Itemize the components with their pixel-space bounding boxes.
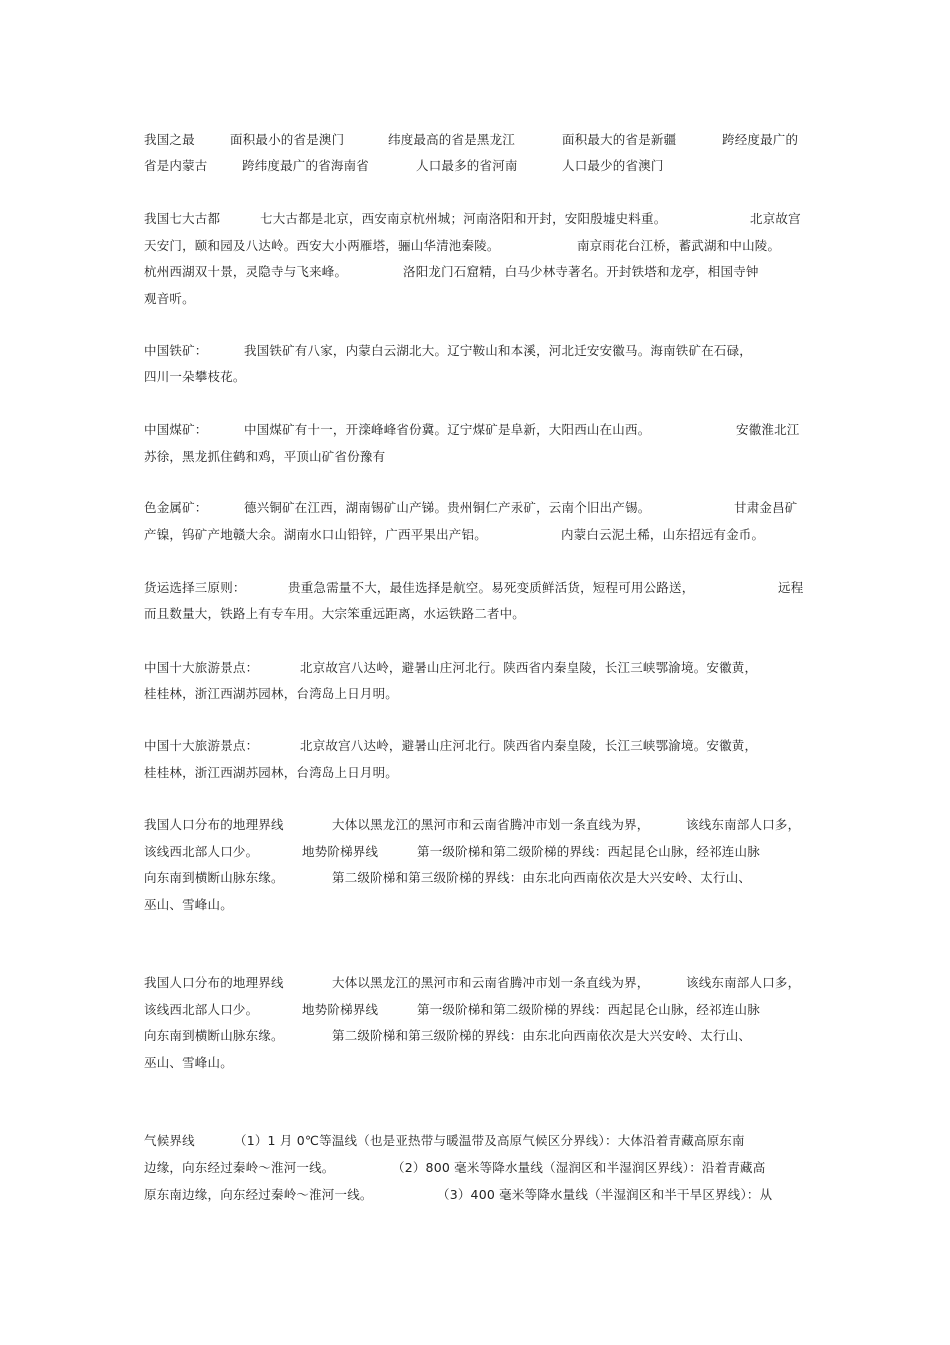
- text-segment: 原东南边缘，向东经过秦岭～淮河一线。: [144, 1187, 373, 1202]
- text-segment: 该线西北部人口少。: [144, 1002, 259, 1017]
- text-segment: 第一级阶梯和第二级阶梯的界线：西起昆仑山脉，经祁连山脉: [417, 844, 760, 859]
- text-segment: （1）1 月 0℃等温线（也是亚热带与暖温带及高原气候区分界线）：大体沿着青藏高原东南: [234, 1133, 745, 1148]
- text-segment: 德兴铜矿在江西，湖南锡矿山产锑。贵州铜仁产汞矿，云南个旧出产锡。: [244, 500, 651, 515]
- text-segment: 巫山、雪峰山。: [144, 1055, 233, 1070]
- text-segment: 向东南到横断山脉东缘。: [144, 870, 284, 885]
- text-segment: （2）800 毫米等降水量线（湿润区和半湿润区界线）：沿着青藏高: [392, 1160, 766, 1175]
- text-segment: 巫山、雪峰山。: [144, 897, 233, 912]
- text-segment: 省是内蒙古: [144, 158, 208, 173]
- text-segment: 贵重急需量不大，最佳选择是航空。易死变质鲜活货，短程可用公路送，: [288, 580, 695, 595]
- text-segment: 跨经度最广的: [722, 132, 799, 147]
- text-segment: 气候界线: [144, 1133, 195, 1148]
- text-segment: 北京故宫八达岭，避暑山庄河北行。陕西省内秦皇陵，长江三峡鄂渝境。安徽黄，: [300, 738, 758, 753]
- text-segment: 天安门，颐和园及八达岭。西安大小两雁塔，骊山华清池秦陵。: [144, 238, 500, 253]
- text-segment: 我国铁矿有八家，内蒙白云湖北大。辽宁鞍山和本溪，河北迁安安徽马。海南铁矿在石碌，: [244, 343, 753, 358]
- text-segment: 面积最大的省是新疆: [562, 132, 677, 147]
- text-segment: 七大古都是北京，西安南京杭州城；河南洛阳和开封，安阳殷墟史料重。: [260, 211, 667, 226]
- text-segment: 远程: [778, 580, 804, 595]
- text-segment: 甘肃金昌矿: [734, 500, 798, 515]
- text-segment: 地势阶梯界线: [302, 844, 379, 859]
- text-segment: 南京雨花台江桥，蓄武湖和中山陵。: [577, 238, 781, 253]
- text-segment: 中国十大旅游景点：: [144, 660, 259, 675]
- text-segment: 向东南到横断山脉东缘。: [144, 1028, 284, 1043]
- text-segment: 第二级阶梯和第三级阶梯的界线：由东北向西南依次是大兴安岭、太行山、: [332, 870, 752, 885]
- text-segment: 四川一朵攀枝花。: [144, 369, 246, 384]
- text-segment: （3）400 毫米等降水量线（半湿润区和半干旱区界线）：从: [437, 1187, 773, 1202]
- text-segment: 产镍，钨矿产地赣大余。湖南水口山铅锌，广西平果出产铝。: [144, 527, 487, 542]
- text-segment: 大体以黑龙江的黑河市和云南省腾冲市划一条直线为界，: [332, 975, 650, 990]
- text-segment: 观音听。: [144, 291, 195, 306]
- text-segment: 我国之最: [144, 132, 195, 147]
- text-segment: 人口最多的省河南: [416, 158, 518, 173]
- text-segment: 北京故宫八达岭，避暑山庄河北行。陕西省内秦皇陵，长江三峡鄂渝境。安徽黄，: [300, 660, 758, 675]
- text-segment: 桂桂林，浙江西湖苏园林，台湾岛上日月明。: [144, 686, 399, 701]
- text-segment: 我国人口分布的地理界线: [144, 975, 284, 990]
- text-segment: 该线东南部人口多，: [686, 817, 801, 832]
- text-segment: 北京故宫: [750, 211, 801, 226]
- text-segment: 边缘，向东经过秦岭～淮河一线。: [144, 1160, 335, 1175]
- text-segment: 中国十大旅游景点：: [144, 738, 259, 753]
- text-segment: 色金属矿：: [144, 500, 208, 515]
- text-segment: 中国煤矿有十一，开滦峰峰省份冀。辽宁煤矿是阜新，大阳西山在山西。: [244, 422, 651, 437]
- text-segment: 面积最小的省是澳门: [230, 132, 345, 147]
- text-segment: 杭州西湖双十景，灵隐寺与飞来峰。: [144, 264, 348, 279]
- text-segment: 跨纬度最广的省海南省: [242, 158, 370, 173]
- text-segment: 中国煤矿：: [144, 422, 208, 437]
- text-segment: 第一级阶梯和第二级阶梯的界线：西起昆仑山脉，经祁连山脉: [417, 1002, 760, 1017]
- text-segment: 我国七大古都: [144, 211, 221, 226]
- text-segment: 洛阳龙门石窟精，白马少林寺著名。开封铁塔和龙亭，相国寺钟: [403, 264, 759, 279]
- text-segment: 我国人口分布的地理界线: [144, 817, 284, 832]
- text-segment: 内蒙白云泥土稀，山东招远有金币。: [561, 527, 765, 542]
- text-segment: 地势阶梯界线: [302, 1002, 379, 1017]
- text-segment: 苏徐，黑龙抓住鹤和鸡，平顶山矿省份豫有: [144, 449, 386, 464]
- text-segment: 人口最少的省澳门: [562, 158, 664, 173]
- text-segment: 纬度最高的省是黑龙江: [388, 132, 516, 147]
- text-segment: 桂桂林，浙江西湖苏园林，台湾岛上日月明。: [144, 765, 399, 780]
- text-segment: 该线西北部人口少。: [144, 844, 259, 859]
- text-segment: 大体以黑龙江的黑河市和云南省腾冲市划一条直线为界，: [332, 817, 650, 832]
- text-segment: 该线东南部人口多，: [686, 975, 801, 990]
- text-segment: 第二级阶梯和第三级阶梯的界线：由东北向西南依次是大兴安岭、太行山、: [332, 1028, 752, 1043]
- text-segment: 中国铁矿：: [144, 343, 208, 358]
- text-segment: 货运选择三原则：: [144, 580, 246, 595]
- text-segment: 安徽淮北江: [736, 422, 800, 437]
- text-segment: 而且数量大，铁路上有专车用。大宗笨重远距离，水运铁路二者中。: [144, 606, 526, 621]
